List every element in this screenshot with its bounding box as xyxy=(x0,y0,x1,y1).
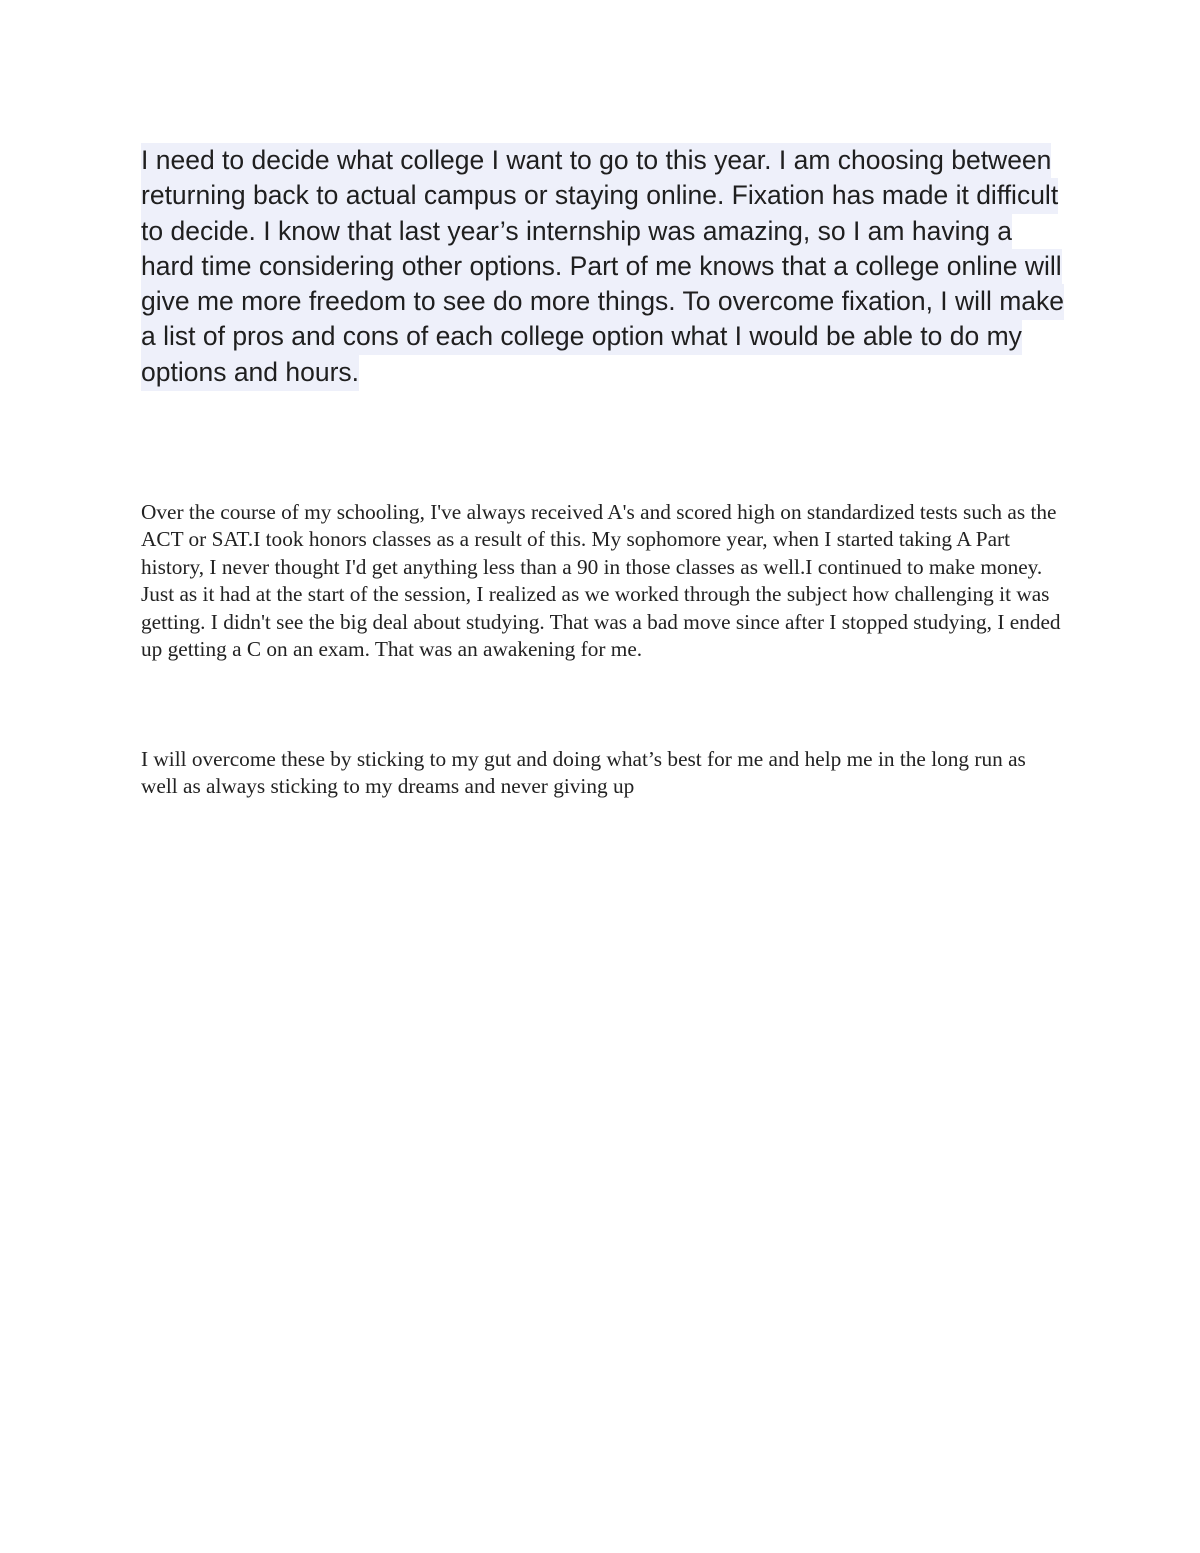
paragraph-1-text: I need to decide what college I want to go to this year. I am choosing between returning back to actual campus or staying online. Fixation has made it difficult to decide. I know that last year’s internship was amazing, so I am having a hard time considering other options. Part of me knows that a college online will give me more freedom to see do more things. To overcome fixation, I will make a list of pros and cons of each college option what I would be able to do my options and hours. xyxy=(141,143,1064,391)
highlighted-paragraph xyxy=(141,143,1066,390)
paragraph-2-text: Over the course of my schooling, I've always received A's and scored high on standardized tests such as the ACT or SAT.I took honors classes as a result of this. My sophomore year, when I started taking A Part history, I never thought I'd get anything less than a 90 in those classes as well.I continued to make money. Just as it had at the start of the session, I realized as we worked through the subject how challenging it was getting. I didn't see the big deal about studying. That was a bad move since after I stopped studying, I ended up getting a C on an exam. That was an awakening for me. xyxy=(141,500,1061,662)
paragraph-3-text: I will overcome these by sticking to my gut and doing what’s best for me and help me in the long run as well as always sticking to my dreams and never giving up xyxy=(141,747,1026,799)
